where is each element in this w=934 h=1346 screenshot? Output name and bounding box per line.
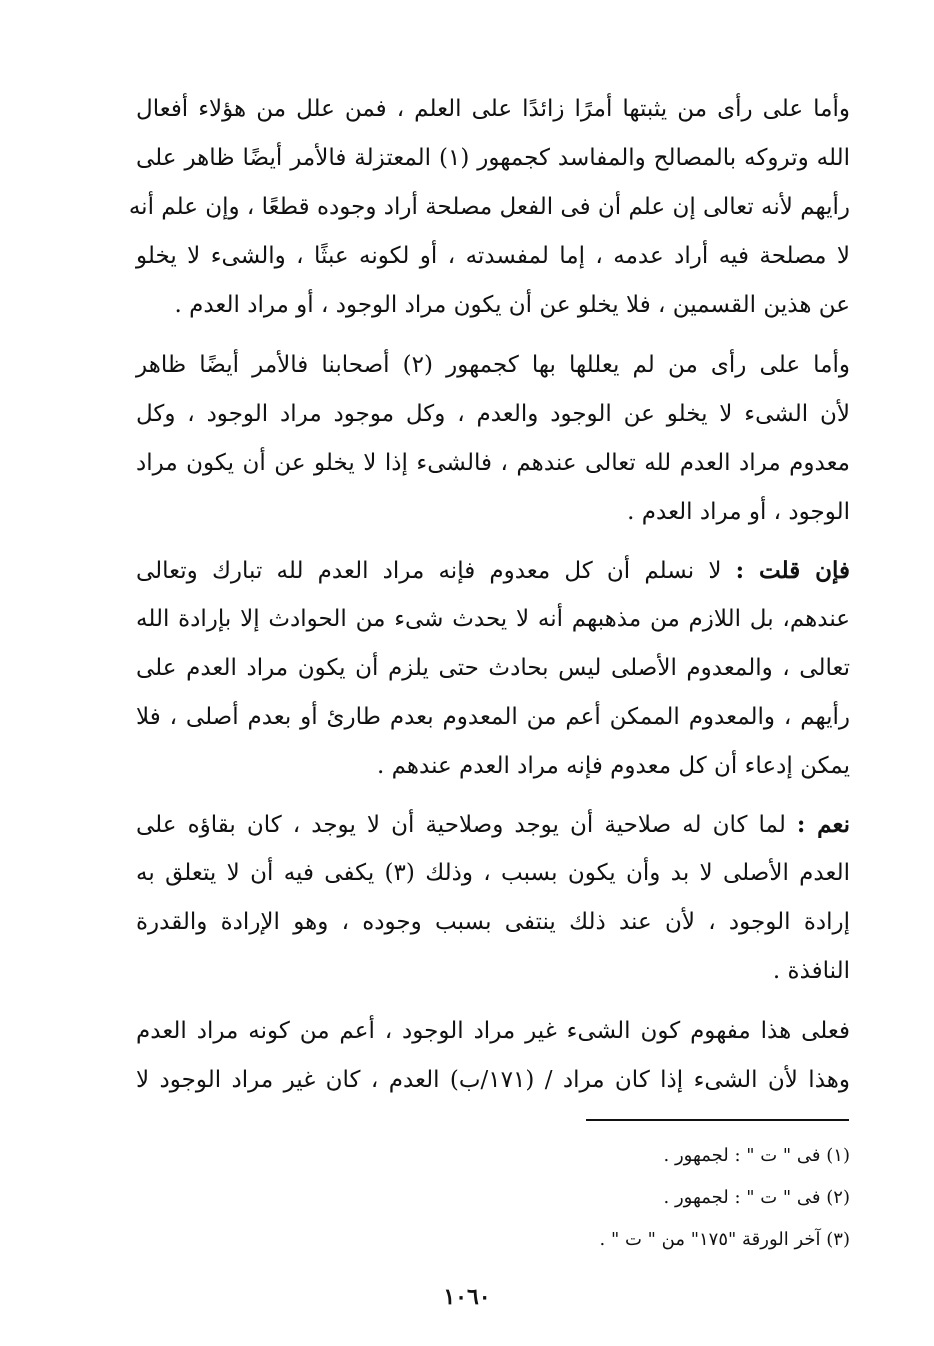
text-line: [136, 546, 850, 595]
footnote-1: (١) فى " ت " : لجمهور .: [663, 1145, 850, 1166]
text-line: الوجود ، أو مراد العدم .: [627, 499, 850, 525]
text-line: يمكن إدعاء أن كل معدوم فإنه مراد العدم عندهم .: [376, 753, 850, 779]
text-line: العدم الأصلى لا بد وأن يكون بسبب ، وذلك (٣) يكفى فيه أن لا يتعلق به: [136, 860, 850, 886]
footnote-2: (٢) فى " ت " : لجمهور .: [663, 1187, 850, 1208]
paragraph-5: [136, 1007, 850, 1105]
paragraph-3: [136, 546, 850, 791]
text-line: فعلى هذا مفهوم كون الشىء غير مراد الوجود ، أعم من كونه مراد العدم: [136, 1018, 850, 1044]
footnote-3: (٣) آخر الورقة "١٧٥" من " ت " .: [599, 1229, 850, 1250]
paragraph-4: [136, 800, 850, 996]
text-line: الله وتروكه بالمصالح والمفاسد كجمهور (١) المعتزلة فالأمر أيضًا ظاهر على: [136, 145, 850, 171]
text-line: لأن الشىء لا يخلو عن الوجود والعدم ، وكل موجود مراد الوجود ، وكل: [136, 401, 850, 427]
text-line: عندهم، بل اللازم من مذهبهم أنه لا يحدث شىء من الحوادث إلا بإرادة الله: [136, 606, 850, 632]
text-line: رأيهم ، والمعدوم الممكن أعم من المعدوم بعدم طارئ أو بعدم أصلى ، فلا: [136, 704, 850, 730]
page-number: ١٠٦٠: [443, 1284, 491, 1310]
text-line: معدوم مراد العدم لله تعالى عندهم ، فالشىء إذا لا يخلو عن أن يكون مراد: [136, 450, 850, 476]
paragraph-2: [136, 341, 850, 537]
text-line: رأيهم لأنه تعالى إن علم أن فى الفعل مصلحة أراد وجوده قطعًا ، وإن علم أنه: [128, 194, 850, 220]
text-line: النافذة .: [772, 958, 850, 984]
text-line: عن هذين القسمين ، فلا يخلو عن أن يكون مراد الوجود ، أو مراد العدم .: [174, 292, 850, 318]
paragraph-lead: فإن قلت :: [735, 557, 850, 584]
footnote-divider: [586, 1119, 849, 1121]
text-segment: لا نسلم أن كل معدوم فإنه مراد العدم لله تبارك وتعالى: [136, 558, 722, 584]
text-segment: لما كان له صلاحية أن يوجد وصلاحية أن لا يوجد ، كان بقاؤه على: [136, 812, 786, 838]
text-line: لا مصلحة فيه أراد عدمه ، إما لمفسدته ، أو لكونه عبثًا ، والشىء لا يخلو: [136, 243, 850, 269]
text-line: وأما على رأى من يثبتها أمرًا زائدًا على العلم ، فمن علل من هؤلاء أفعال: [136, 96, 850, 122]
paragraph-lead: نعم :: [796, 811, 850, 838]
paragraph-1: [128, 85, 850, 330]
text-line: إرادة الوجود ، لأن عند ذلك ينتفى بسبب وجوده ، وهو الإرادة والقدرة: [136, 909, 850, 935]
text-line: وأما على رأى من لم يعللها بها كجمهور (٢) أصحابنا فالأمر أيضًا ظاهر: [136, 352, 850, 378]
footnotes: [400, 1135, 850, 1261]
text-line: [136, 800, 850, 849]
text-line: تعالى ، والمعدوم الأصلى ليس بحادث حتى يلزم أن يكون مراد العدم على: [136, 655, 850, 681]
text-line: وهذا لأن الشىء إذا كان مراد / (١٧١/ب) العدم ، كان غير مراد الوجود لا: [136, 1067, 850, 1093]
